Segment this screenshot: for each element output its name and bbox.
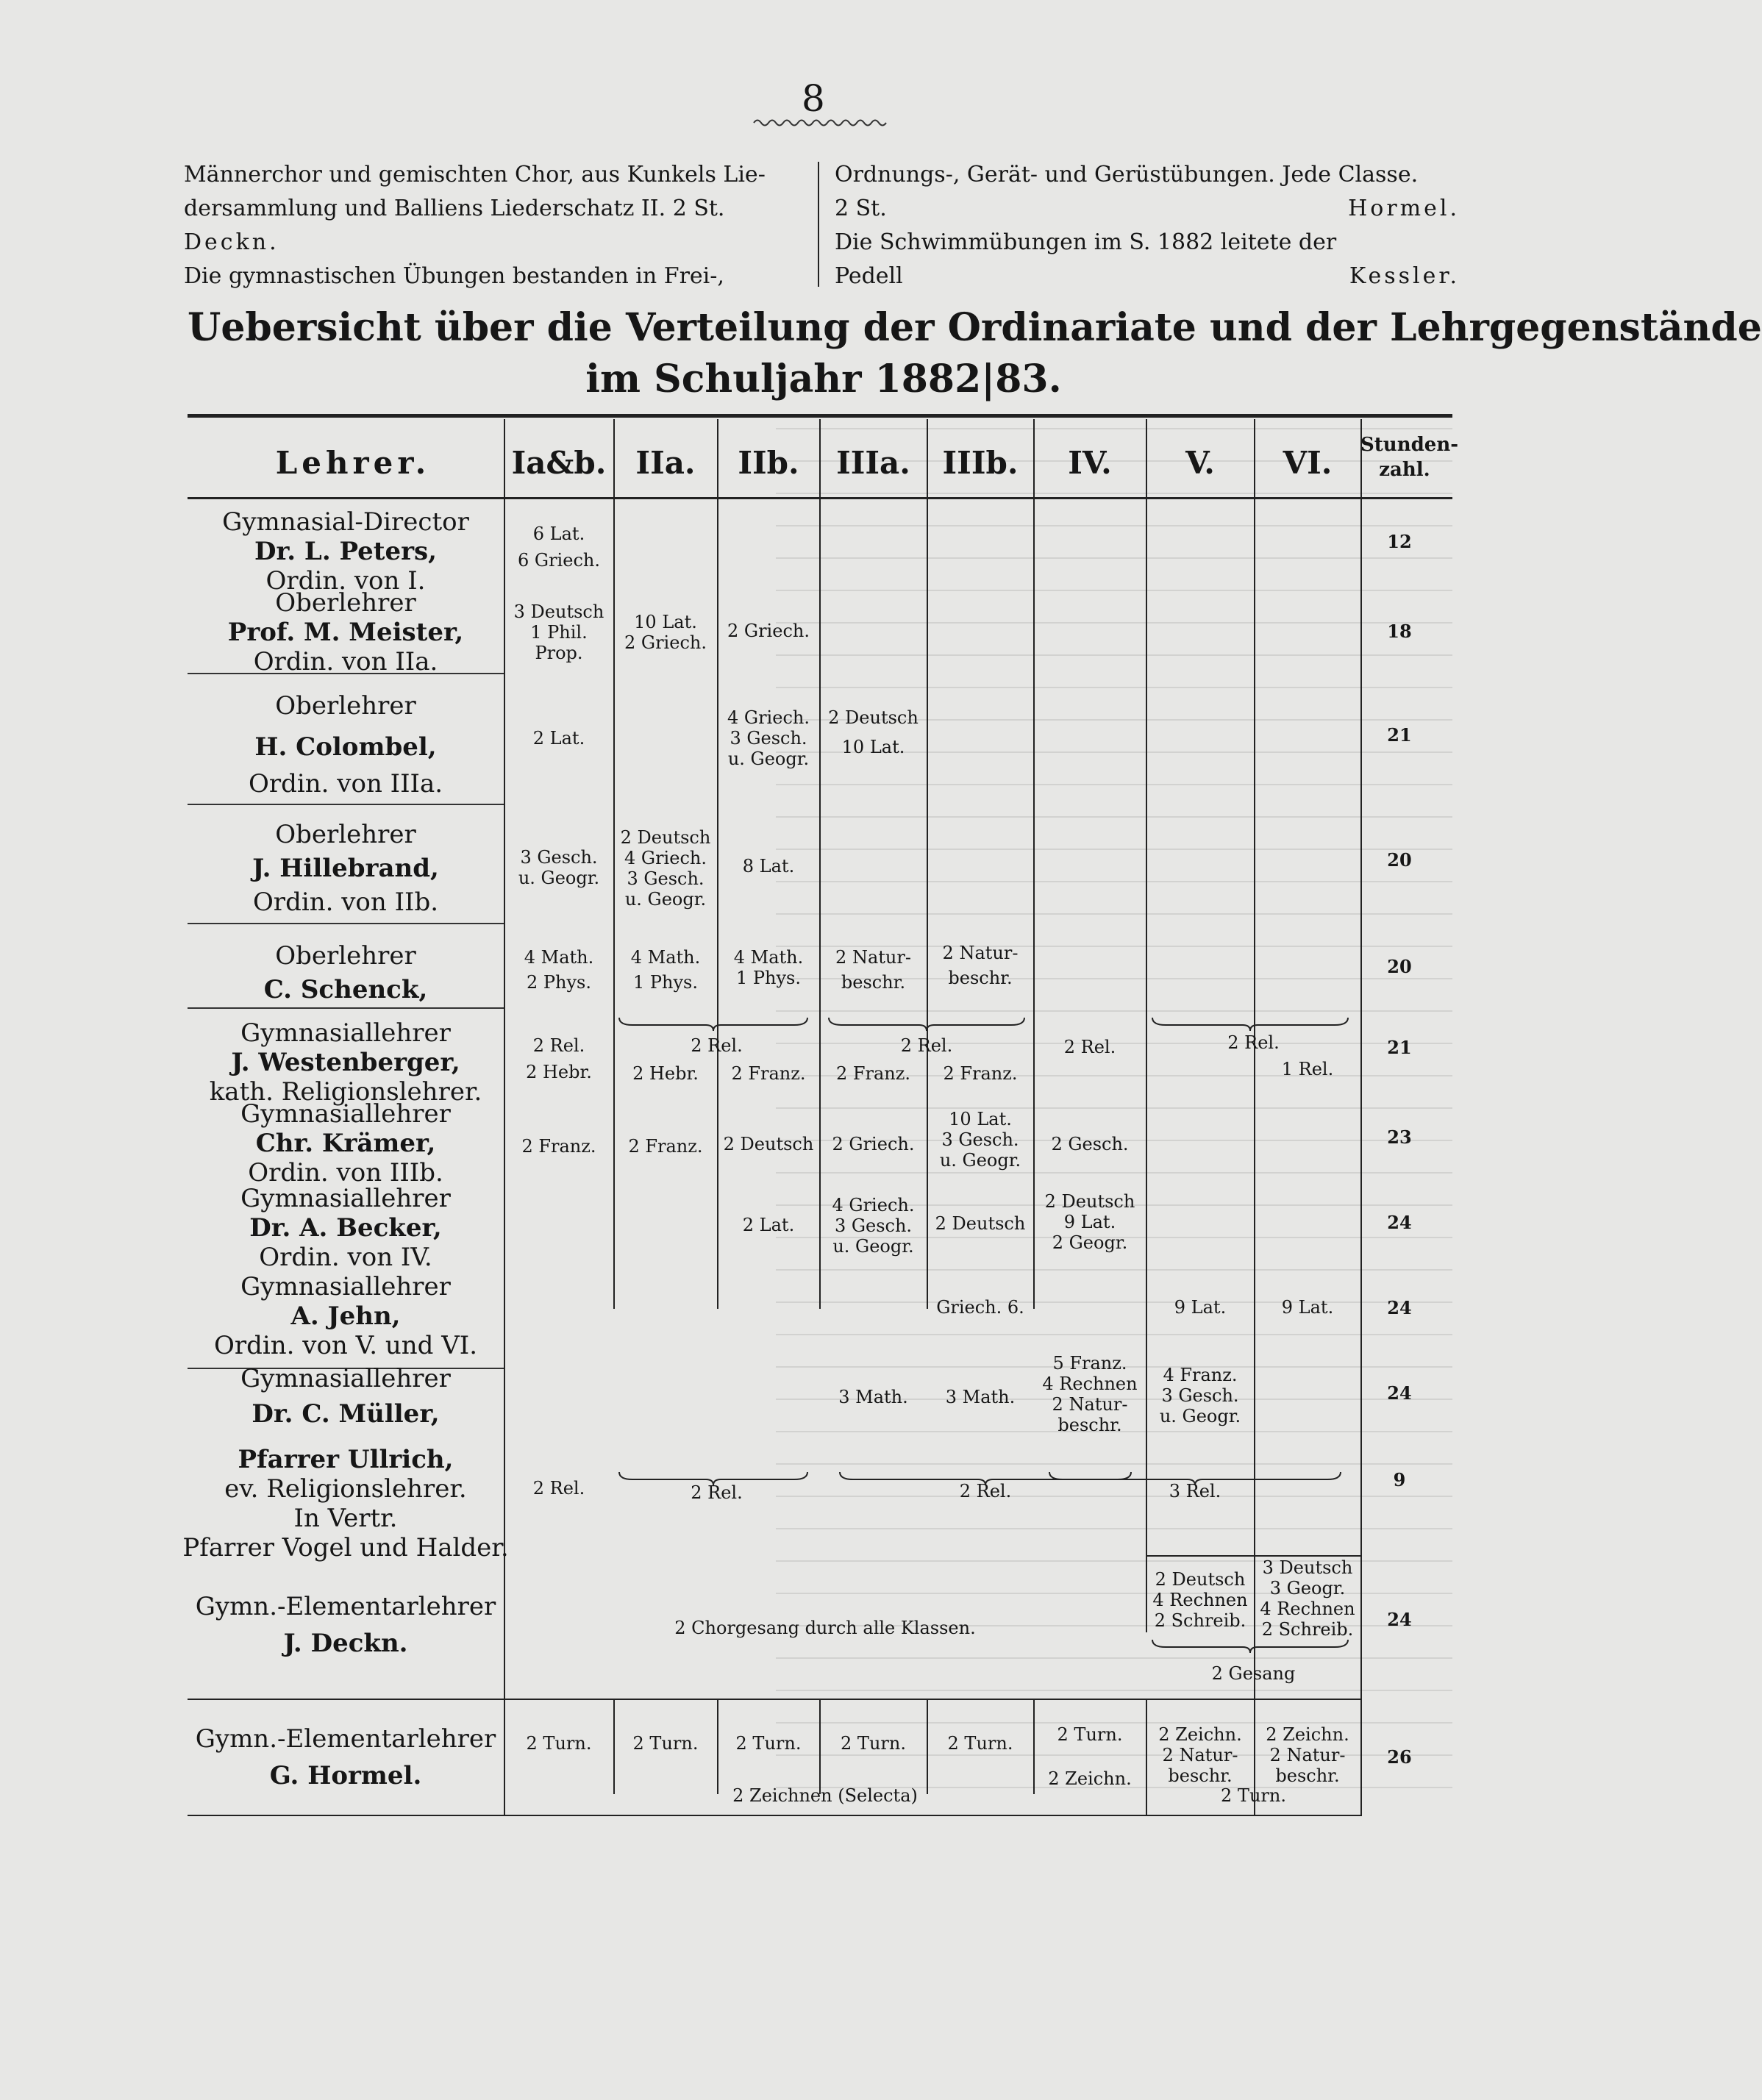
table-bottom-rule: [188, 1815, 1360, 1816]
teacher-ordinariat: Ordin. von V. und VI.: [213, 1331, 478, 1360]
cell-iiib: Griech. 6.: [936, 1297, 1024, 1318]
subject: 2 Zeichn.: [1266, 1724, 1349, 1745]
cell-iiib: 2 Franz.: [943, 1063, 1018, 1084]
cell-vi: 9 Lat.: [1281, 1297, 1334, 1318]
cell-iv-zeichnen: 2 Zeichn.: [1048, 1768, 1132, 1789]
subject: u. Geogr.: [624, 889, 707, 910]
cell-iib: 2 Franz.: [731, 1063, 806, 1084]
cell-iiib: 2 Turn.: [947, 1733, 1013, 1754]
subject: 2 Zeichn.: [1158, 1724, 1242, 1745]
subject: 10 Lat.: [634, 612, 697, 632]
hours-total: 18: [1387, 621, 1412, 642]
teacher-name: J. Hillebrand,: [252, 854, 439, 883]
subject: beschr.: [1275, 1765, 1340, 1786]
cell-iia: 2 Franz.: [628, 1136, 703, 1157]
teacher-entry: [176, 1592, 515, 1658]
row-separator: [188, 923, 504, 924]
table-subtitle: im Schuljahr 1882|83.: [585, 357, 1062, 401]
cell-v: [1146, 1569, 1254, 1631]
subject: 2 Hebr.: [526, 1062, 592, 1082]
subject: beschr.: [948, 968, 1013, 988]
cell-v-vi-rel: 2 Rel.: [1227, 1032, 1280, 1053]
subject: 3 Gesch.: [834, 1215, 913, 1236]
subject: 4 Griech.: [832, 1195, 915, 1215]
teacher-title: Oberlehrer: [275, 820, 416, 849]
subject: 4 Math.: [630, 947, 701, 968]
span-brace: [618, 1016, 809, 1032]
subject: 2 Natur-: [1162, 1745, 1238, 1765]
subject: 2 Natur-: [942, 943, 1019, 963]
cell-iiib: [927, 943, 1033, 988]
subject: 3 Gesch.: [627, 868, 705, 889]
cell-chorgesang: 2 Chorgesang durch alle Klassen.: [674, 1618, 976, 1638]
signature: Hormel.: [1348, 196, 1460, 221]
subject: 9 Lat.: [1063, 1212, 1116, 1232]
cell-ia: [504, 1035, 613, 1082]
subject: 3 Gesch.: [1161, 1385, 1239, 1406]
subject: 4 Franz.: [1163, 1365, 1238, 1385]
cell-iiia: [820, 707, 927, 757]
teacher-name: J. Westenberger,: [231, 1048, 460, 1077]
cell-vi: [1255, 1724, 1360, 1786]
subject: 2 Deutsch: [1044, 1191, 1135, 1212]
cell-iiia: 2 Griech.: [832, 1134, 915, 1154]
header-class: IIIb.: [942, 445, 1019, 481]
hours-total: 9: [1393, 1469, 1406, 1490]
hours-total: 24: [1387, 1212, 1412, 1233]
header-text: Stunden-: [1360, 434, 1459, 456]
cell-v: [1146, 1724, 1254, 1786]
subject: 2 Schreib.: [1154, 1610, 1246, 1631]
teacher-title: Gymnasiallehrer: [240, 1099, 451, 1129]
header-class: Ia&b.: [511, 445, 607, 481]
teacher-title: Oberlehrer: [275, 691, 416, 721]
teacher-note: Pfarrer Vogel und Halder.: [182, 1533, 509, 1562]
cell-iv-v-vi-rel: 3 Rel.: [1169, 1481, 1221, 1501]
cell-iv: 2 Turn.: [1057, 1724, 1123, 1745]
row-separator: [188, 804, 504, 805]
cell-iib: [718, 947, 819, 988]
cell-iiib: [927, 1109, 1033, 1171]
intro-text: Pedell: [835, 263, 903, 289]
teacher-ordinariat: Ordin. von IIb.: [252, 888, 439, 917]
teacher-title: Gymn.-Elementarlehrer: [195, 1592, 496, 1621]
cell-iib: 8 Lat.: [742, 856, 795, 876]
teacher-ordinariat: Ordin. von IV.: [259, 1243, 432, 1272]
subject: 3 Gesch.: [730, 728, 807, 749]
teacher-entry: [176, 1272, 515, 1360]
subject: u. Geogr.: [1159, 1406, 1241, 1426]
cell-iib: [718, 707, 819, 769]
cell-rule: [1146, 1555, 1360, 1557]
teacher-ordinariat: Ordin. von I.: [265, 566, 426, 596]
cell-ia: [504, 947, 613, 993]
cell-iiia: 2 Turn.: [841, 1733, 906, 1754]
header-class: IIIa.: [836, 445, 910, 481]
teacher-name: A. Jehn,: [290, 1301, 401, 1331]
teacher-title: ev. Religionslehrer.: [224, 1474, 467, 1504]
teacher-title: Gymnasiallehrer: [240, 1272, 451, 1301]
subject: 3 Gesch.: [520, 847, 598, 868]
cell-iv: [1034, 1191, 1146, 1253]
subject: 2 Natur-: [1052, 1394, 1128, 1415]
teacher-title: Gymn.-Elementarlehrer: [195, 1724, 496, 1754]
cell-iia-iib-rel: 2 Rel.: [691, 1035, 743, 1056]
hours-total: 23: [1387, 1126, 1412, 1148]
signature: Kessler.: [1349, 263, 1460, 289]
subject: u. Geogr.: [832, 1236, 914, 1257]
subject: 5 Franz.: [1052, 1353, 1127, 1374]
subject: 2 Phys.: [526, 972, 591, 993]
subject: 1 Phys.: [735, 968, 801, 988]
subject: 2 Rel.: [532, 1035, 585, 1056]
decorative-rule: [754, 118, 886, 128]
cell-turn-v-vi: 2 Turn.: [1221, 1785, 1286, 1806]
cell-iia: [614, 827, 717, 910]
hours-total: 12: [1387, 531, 1412, 552]
row-separator: [188, 1007, 504, 1009]
teacher-name: H. Colombel,: [254, 732, 437, 762]
cell-iiib: 3 Math.: [945, 1387, 1016, 1407]
hours-total: 20: [1387, 956, 1412, 977]
teacher-name: Prof. M. Meister,: [227, 618, 464, 647]
teacher-title: Gymnasiallehrer: [240, 1018, 451, 1048]
header-class: V.: [1185, 445, 1215, 481]
teacher-entry: [176, 1099, 515, 1188]
cell-iiia: [820, 1195, 927, 1257]
teacher-title: Gymnasiallehrer: [240, 1184, 451, 1213]
column-divider: [818, 162, 819, 287]
cell-ia-rel: 2 Rel.: [532, 1478, 585, 1499]
cell-iiia-iiib-rel: 2 Rel.: [959, 1481, 1012, 1501]
intro-line: Männerchor und gemischten Chor, aus Kunkels Lie-: [184, 162, 766, 188]
subject: 2 Natur-: [835, 947, 911, 968]
cell-iia: [614, 947, 717, 993]
cell-iia: [614, 612, 717, 653]
cell-iiia: [820, 947, 927, 993]
hours-total: 26: [1387, 1746, 1412, 1768]
hours-total: 24: [1387, 1297, 1412, 1318]
teacher-ordinariat: kath. Religionslehrer.: [209, 1077, 482, 1107]
span-brace: [1151, 1016, 1349, 1032]
cell-gesang: 2 Gesang: [1211, 1663, 1296, 1684]
subject: 2 Deutsch: [1155, 1569, 1246, 1590]
subject: 4 Rechnen: [1042, 1374, 1138, 1394]
teacher-entry: [176, 588, 515, 676]
teacher-entry: [176, 691, 515, 799]
subject: u. Geogr.: [939, 1150, 1021, 1171]
subject: 4 Griech.: [727, 707, 810, 728]
subject: 1 Phys.: [632, 972, 698, 993]
teacher-name: Dr. C. Müller,: [252, 1399, 440, 1429]
cell-v: [1146, 1365, 1254, 1426]
intro-line: [835, 192, 1460, 226]
hours-total: 21: [1387, 724, 1412, 746]
table-title: Uebersicht über die Verteilung der Ordinariate und der Lehrgegenstände: [188, 305, 1762, 350]
teacher-ordinariat: Ordin. von IIa.: [253, 647, 438, 676]
cell-ia: 2 Lat.: [532, 728, 585, 749]
teacher-name: Pfarrer Ullrich,: [238, 1445, 454, 1474]
subject: 4 Griech.: [624, 848, 707, 868]
intro-left-column: [184, 158, 802, 293]
hours-total: 21: [1387, 1037, 1412, 1058]
teacher-entry: [176, 1018, 515, 1107]
cell-iiia: 2 Franz.: [835, 1063, 911, 1084]
header-class: VI.: [1283, 445, 1333, 481]
teacher-entry: [176, 507, 515, 596]
intro-line: [835, 260, 1460, 293]
signature: Deckn.: [184, 229, 279, 255]
teacher-name: Dr. L. Peters,: [254, 537, 438, 566]
teacher-entry: [176, 1445, 515, 1562]
column-line: [927, 419, 928, 1309]
subject: 4 Math.: [733, 947, 804, 968]
header-class: IIa.: [635, 445, 696, 481]
teacher-title: Gymnasial-Director: [222, 507, 469, 537]
teacher-ordinariat: Ordin. von IIIa.: [248, 769, 443, 799]
teacher-name: J. Deckn.: [283, 1629, 408, 1658]
teacher-name: Dr. A. Becker,: [249, 1213, 442, 1243]
cell-iib: 2 Griech.: [727, 621, 810, 641]
subject: 2 Griech.: [624, 632, 707, 653]
cell-iia-iib-rel: 2 Rel.: [691, 1482, 743, 1503]
teacher-entry: [176, 1724, 515, 1790]
cell-iib: 2 Deutsch: [723, 1134, 814, 1154]
teacher-name: G. Hormel.: [269, 1761, 422, 1790]
teacher-title: Gymnasiallehrer: [240, 1364, 451, 1393]
subject: 4 Rechnen: [1260, 1599, 1355, 1619]
cell-ia: 2 Turn.: [526, 1733, 592, 1754]
row-separator: [188, 1699, 1360, 1700]
teacher-entry: [176, 1364, 515, 1429]
subject: 6 Lat.: [532, 524, 585, 544]
subject: u. Geogr.: [518, 868, 600, 888]
subject: beschr.: [841, 972, 906, 993]
cell-ia: [504, 847, 613, 888]
subject: 6 Griech.: [518, 550, 600, 571]
cell-ia: [504, 601, 613, 663]
header-text: zahl.: [1379, 459, 1430, 481]
cell-ia: [504, 524, 613, 571]
teacher-note: In Vertr.: [293, 1504, 398, 1533]
cell-vi: 1 Rel.: [1281, 1059, 1334, 1079]
cell-vi: [1255, 1557, 1360, 1640]
header-class: IV.: [1068, 445, 1112, 481]
subject: 2 Deutsch: [620, 827, 711, 848]
cell-iia: 2 Turn.: [632, 1733, 699, 1754]
cell-iib: 2 Lat.: [742, 1215, 795, 1235]
teacher-name: C. Schenck,: [263, 975, 428, 1004]
subject: 10 Lat.: [949, 1109, 1012, 1129]
span-brace: [1151, 1638, 1349, 1654]
subject: 4 Rechnen: [1152, 1590, 1248, 1610]
hours-total: 24: [1387, 1609, 1412, 1630]
subject: beschr.: [1168, 1765, 1233, 1786]
subject: 3 Deutsch: [513, 601, 604, 622]
subject: beschr.: [1057, 1415, 1122, 1435]
column-line: [819, 419, 821, 1309]
hours-total: 24: [1387, 1382, 1412, 1404]
span-brace: [827, 1016, 1026, 1032]
intro-line: Ordnungs-, Gerät- und Gerüstübungen. Jede Classe.: [835, 162, 1419, 188]
subject: Prop.: [535, 643, 583, 663]
header-stunden: [1360, 432, 1459, 482]
page-number: 8: [802, 77, 825, 120]
cell-zeichnen-selecta: 2 Zeichnen (Selecta): [732, 1785, 918, 1806]
cell-iia: 2 Hebr.: [632, 1063, 699, 1084]
teacher-ordinariat: Ordin. von IIIb.: [248, 1158, 443, 1188]
intro-right-column: [835, 158, 1460, 293]
teacher-name: Chr. Krämer,: [255, 1129, 436, 1158]
intro-text: 2 St.: [835, 196, 887, 221]
subject: 2 Natur-: [1269, 1745, 1346, 1765]
subject: 3 Deutsch: [1262, 1557, 1353, 1578]
subject: 3 Gesch.: [941, 1129, 1019, 1150]
cell-iv: 2 Rel.: [1063, 1037, 1116, 1057]
subject: 2 Schreib.: [1261, 1619, 1354, 1640]
teacher-entry: [176, 820, 515, 917]
column-line: [1033, 419, 1035, 1309]
column-line: [1146, 419, 1147, 1632]
table-top-rule: [188, 414, 1452, 418]
subject: u. Geogr.: [727, 749, 810, 769]
intro-line: Die gymnastischen Übungen bestanden in Frei-,: [184, 263, 724, 289]
teacher-title: Oberlehrer: [275, 588, 416, 618]
cell-iib: 2 Turn.: [735, 1733, 802, 1754]
teacher-entry: [176, 941, 515, 1004]
intro-line: Die Schwimmübungen im S. 1882 leitete der: [835, 229, 1337, 255]
cell-iv: 2 Gesch.: [1051, 1134, 1129, 1154]
header-class: IIb.: [738, 445, 799, 481]
header-lehrer: Lehrer.: [275, 445, 431, 481]
cell-iv: [1034, 1353, 1146, 1435]
cell-iiia: 3 Math.: [838, 1387, 908, 1407]
teacher-entry: [176, 1184, 515, 1272]
subject: 4 Math.: [524, 947, 594, 968]
cell-ia: 2 Franz.: [521, 1136, 596, 1157]
subject: 2 Deutsch: [828, 707, 919, 728]
cell-iiib: 2 Deutsch: [935, 1213, 1026, 1234]
hours-total: 20: [1387, 849, 1412, 871]
cell-iiia-iiib-rel: 2 Rel.: [900, 1035, 953, 1056]
subject: 10 Lat.: [841, 737, 905, 757]
subject: 2 Geogr.: [1052, 1232, 1128, 1253]
teacher-title: Oberlehrer: [275, 941, 416, 971]
cell-v: 9 Lat.: [1174, 1297, 1227, 1318]
intro-line: dersammlung und Balliens Liederschatz II. 2 St.: [184, 196, 725, 221]
subject: 1 Phil.: [530, 622, 588, 643]
subject: 3 Geogr.: [1269, 1578, 1346, 1599]
